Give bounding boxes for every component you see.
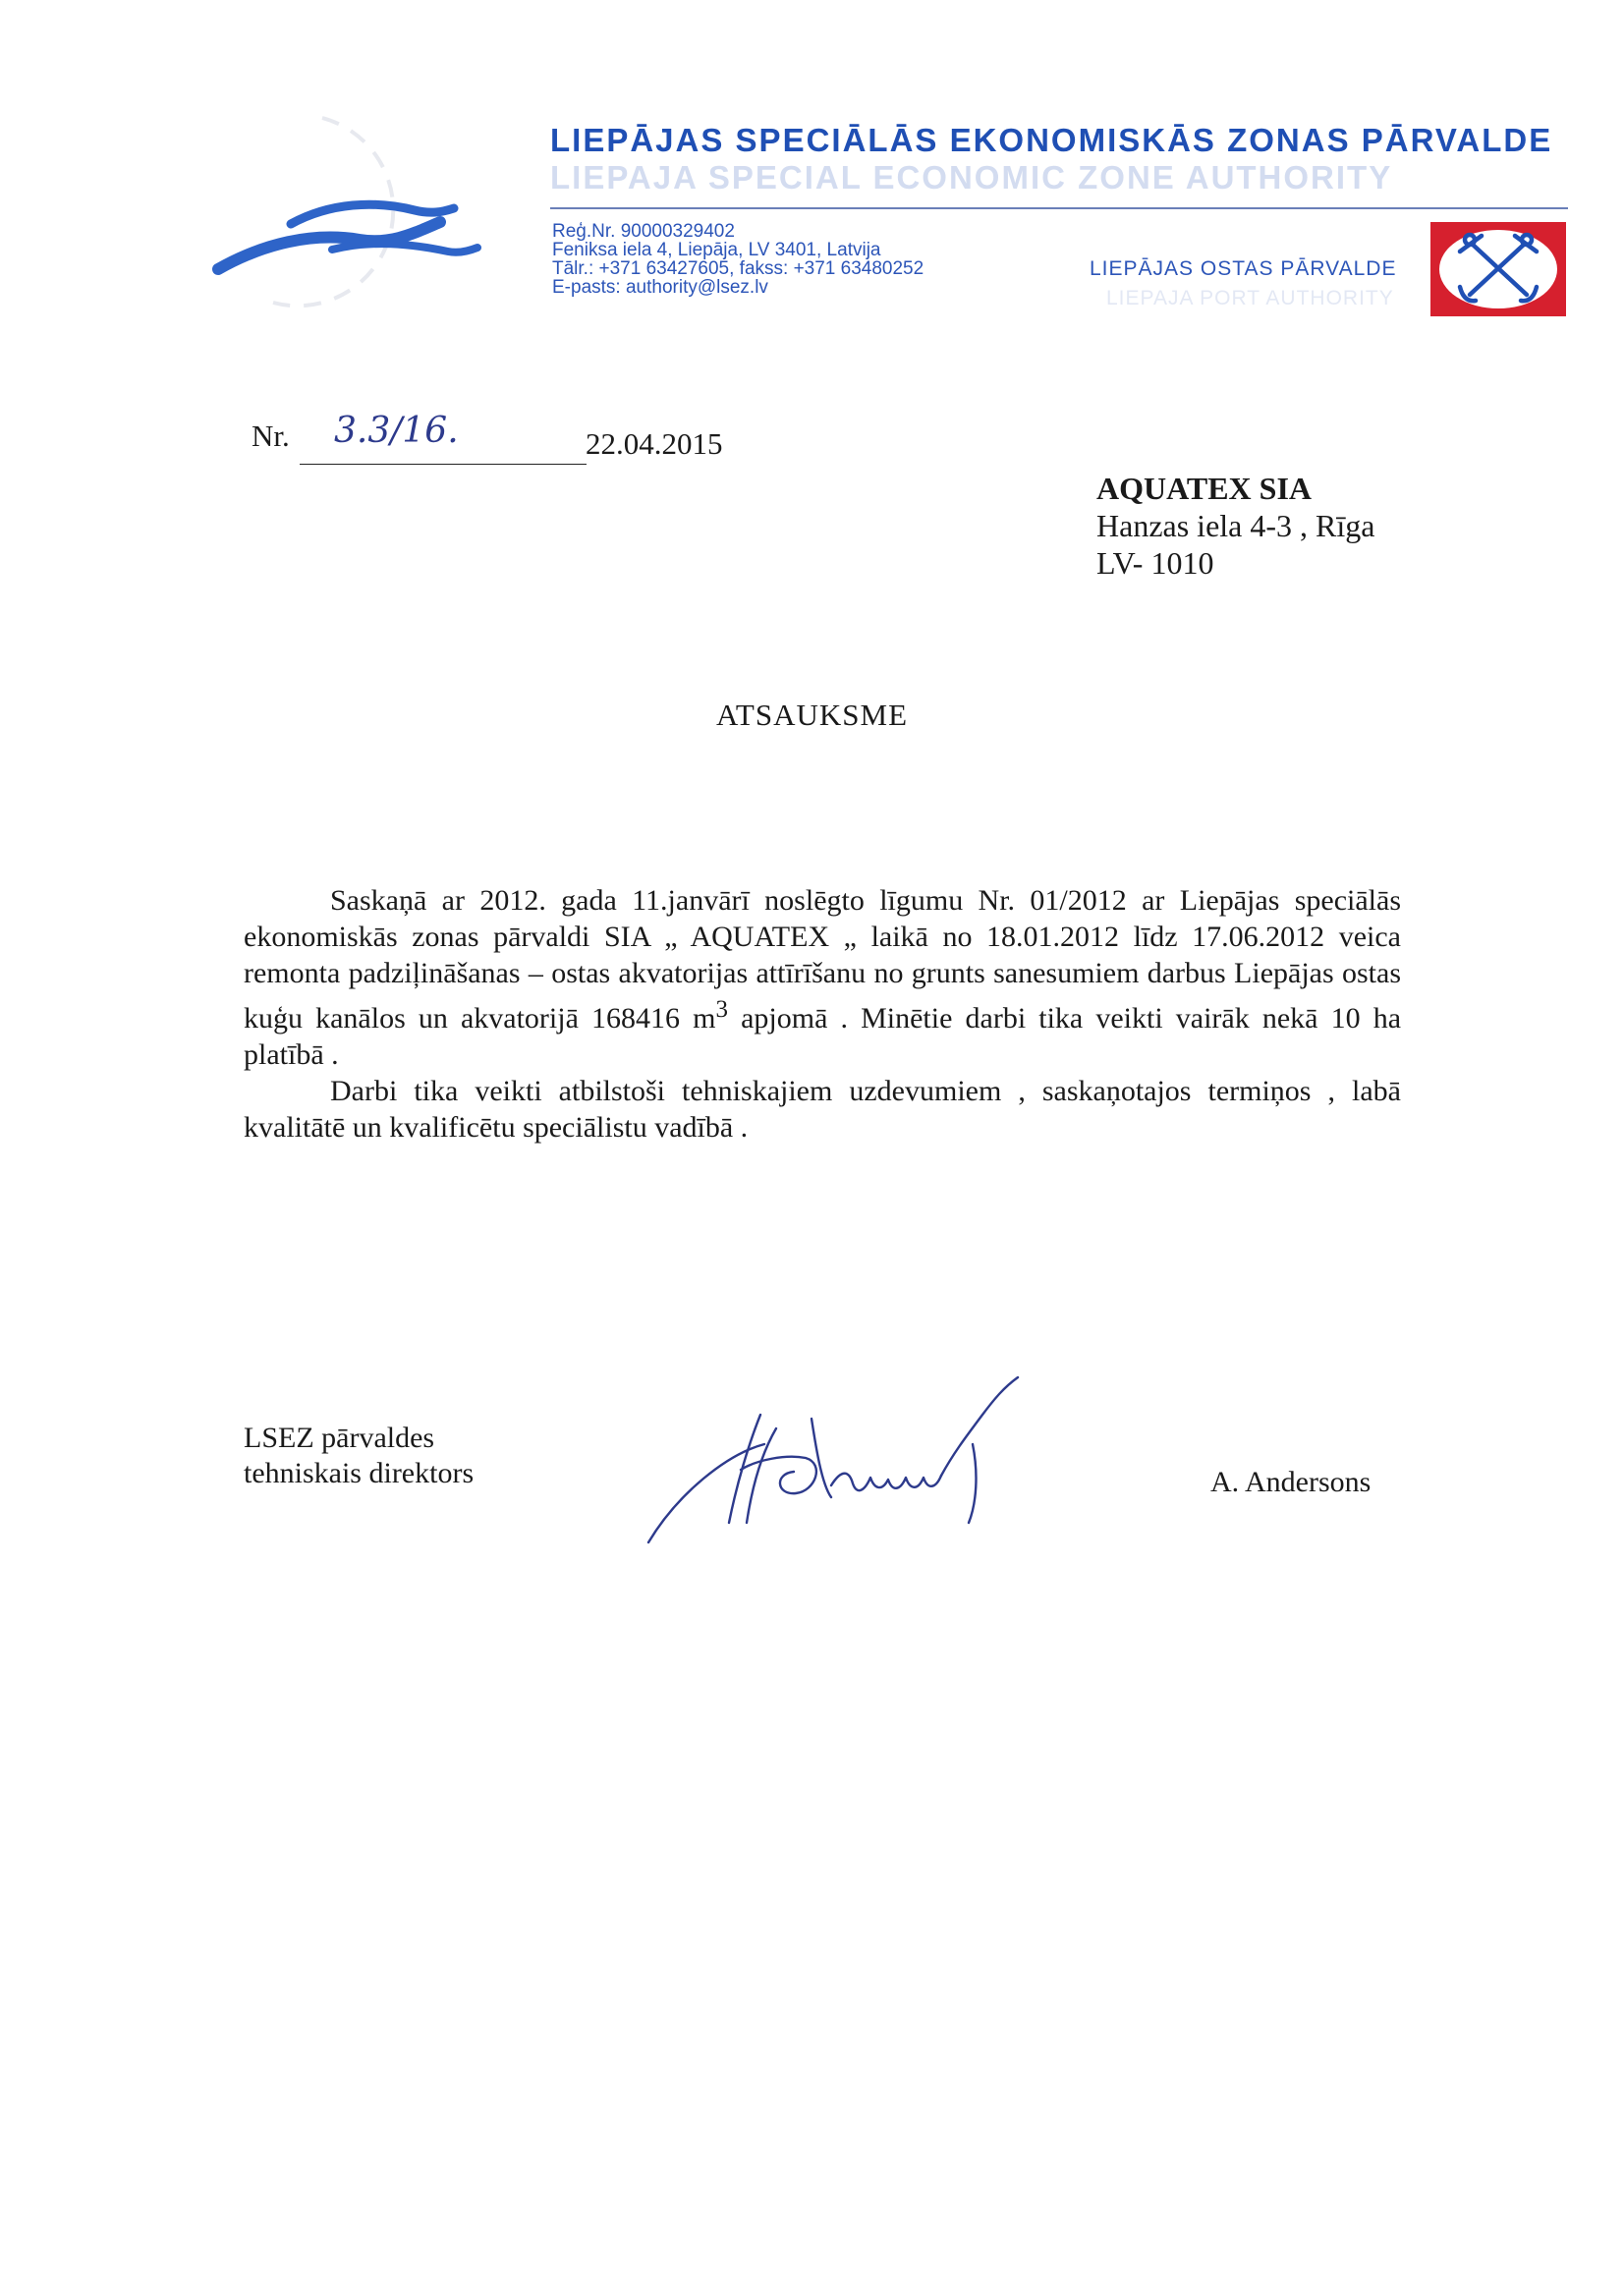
signatory-position xyxy=(244,1421,474,1491)
letter-body xyxy=(244,882,1401,1146)
body-paragraph-1 xyxy=(244,882,1401,1073)
recipient-street: Hanzas iela 4-3 , Rīga xyxy=(1096,508,1375,543)
organization-name-en: LIEPAJA SPECIAL ECONOMIC ZONE AUTHORITY xyxy=(550,159,1393,196)
contact-block xyxy=(552,222,1063,297)
document-title: ATSAUKSME xyxy=(715,698,909,732)
body-paragraph-1-end: apjomā . Minētie darbi tika veikti vairāk nekā 10 ha platībā . xyxy=(244,1002,1402,1071)
recipient-address xyxy=(1096,470,1374,582)
body-paragraph-1-text: Saskaņā ar 2012. gada 11.janvārī noslēgto līgumu Nr. 01/2012 ar Liepājas speciālās ekonomiskās zonas pārvaldi SIA „ AQUATEX „ laikā no 18.01.2012 līdz 17.06.2012 veica remonta padziļināšanas – ostas akvatorijas attīrīšanu no grunts sanesumiem darbus Liepājas ostas kuģu kanālos un akvatorijā 168416 m xyxy=(244,884,1401,1035)
address: Feniksa iela 4, Liepāja, LV 3401, Latvija xyxy=(552,240,881,260)
body-paragraph-2: Darbi tika veikti atbilstoši tehniskajiem uzdevumiem , saskaņotajos termiņos , labā kvalitātē un kvalificētu speciālistu vadībā . xyxy=(244,1075,1401,1144)
reference-number: 3.3/16. xyxy=(334,411,459,451)
signatory-position-line-1: LSEZ pārvaldes xyxy=(244,1422,435,1454)
organization-name-lv: LIEPĀJAS SPECIĀLĀS EKONOMISKĀS ZONAS PĀRVALDE xyxy=(550,122,1553,158)
recipient-postcode: LV- 1010 xyxy=(1096,545,1214,581)
recipient-company: AQUATEX SIA xyxy=(1096,471,1312,506)
reference-underline xyxy=(300,464,587,465)
signatory-position-line-2: tehniskais direktors xyxy=(244,1457,475,1489)
phone-fax: Tālr.: +371 63427605, fakss: +371 63480252 xyxy=(552,258,924,279)
unit-superscript: 3 xyxy=(715,996,728,1023)
email: E-pasts: authority@lsez.lv xyxy=(552,277,768,298)
wave-logo-icon xyxy=(204,106,499,322)
handwritten-signature xyxy=(639,1375,1091,1552)
registration-number: Reģ.Nr. 90000329402 xyxy=(552,221,735,242)
letterhead-rule xyxy=(550,207,1568,209)
reference-label: Nr. xyxy=(252,419,290,453)
port-authority-name-en: LIEPAJA PORT AUTHORITY xyxy=(1106,287,1394,309)
signatory-name: A. Andersons xyxy=(1210,1466,1372,1498)
document-date: 22.04.2015 xyxy=(586,426,723,461)
crossed-anchors-icon xyxy=(1430,222,1566,316)
port-authority-name-lv: LIEPĀJAS OSTAS PĀRVALDE xyxy=(1090,257,1397,280)
